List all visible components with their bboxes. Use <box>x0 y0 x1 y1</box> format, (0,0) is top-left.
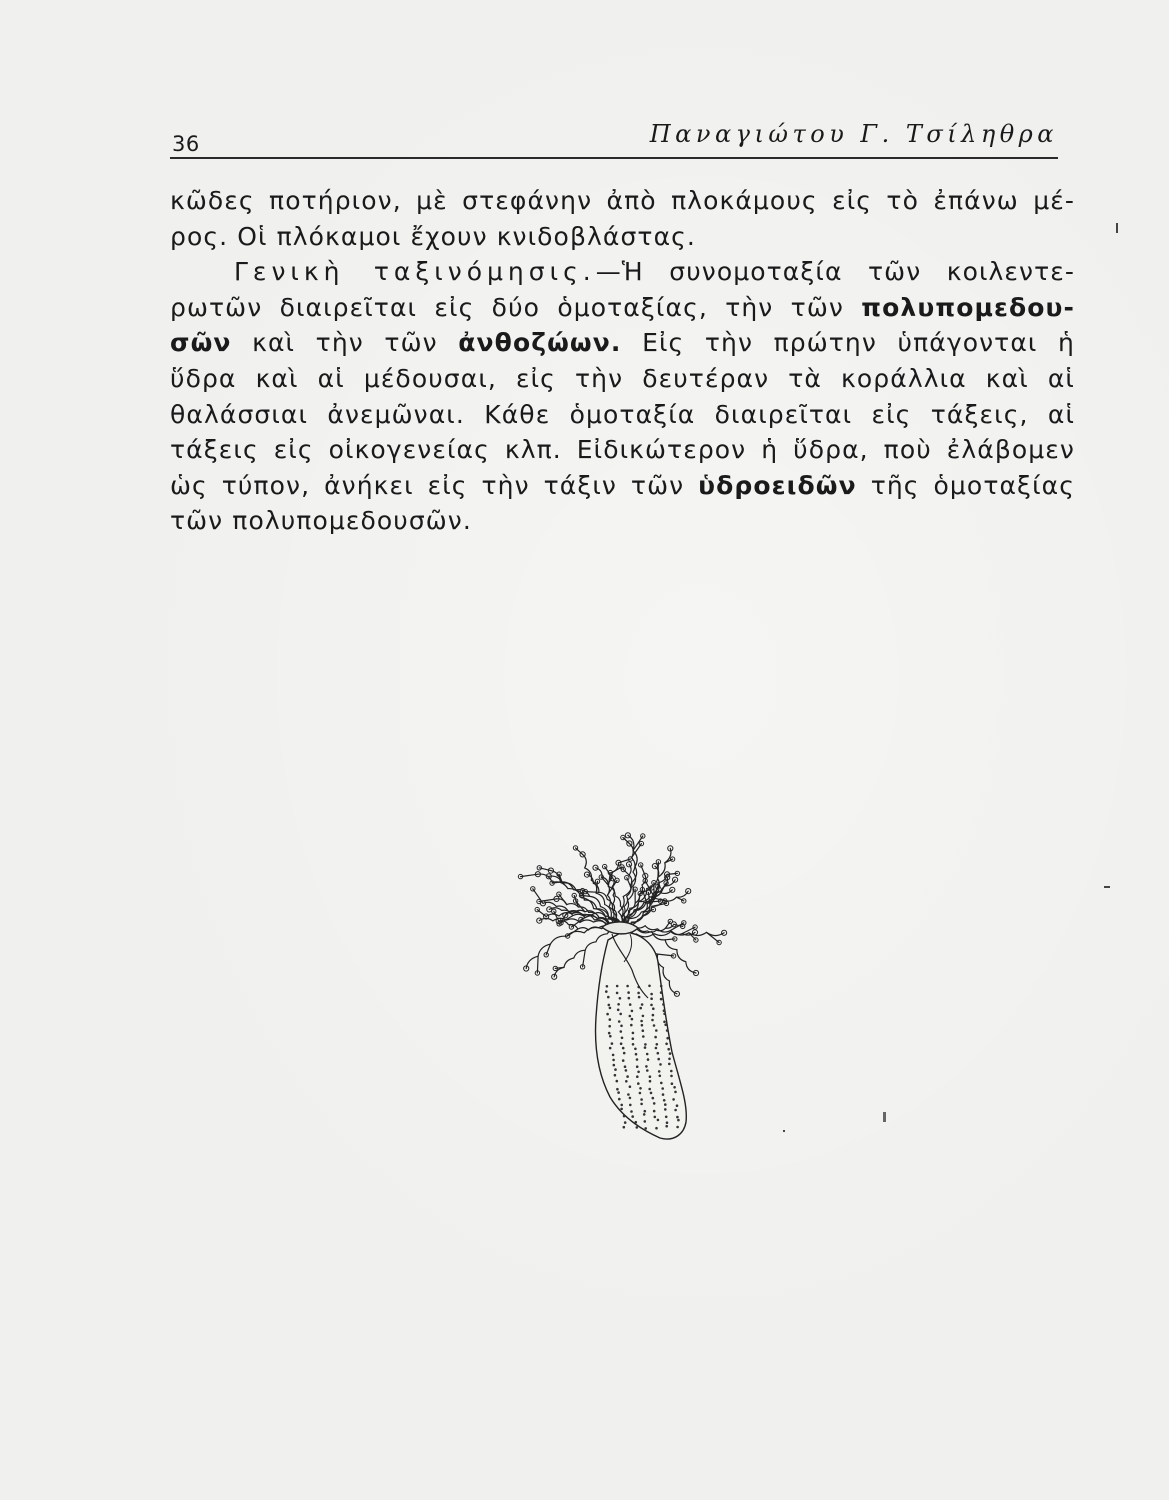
stipple-dot <box>624 1065 627 1068</box>
stipple-dot <box>621 1037 624 1040</box>
stipple-dot <box>644 1127 647 1130</box>
stipple-dot <box>663 1009 666 1012</box>
bold-term: σῶν <box>170 328 232 358</box>
stipple-dot <box>643 1113 646 1116</box>
stipple-dot <box>641 1003 644 1006</box>
text-span: —Ἡ συνομοταξία τῶν κοιλεντε- <box>595 257 1075 287</box>
stipple-dot <box>672 1098 675 1101</box>
text-span: Εἰς τὴν πρώτην ὑπάγονται ἡ <box>621 328 1076 358</box>
stipple-dot <box>666 1037 669 1040</box>
stipple-dot <box>620 1042 623 1045</box>
stipple-dot <box>611 1042 614 1045</box>
stipple-dot <box>668 1063 671 1066</box>
stipple-dot <box>638 996 641 999</box>
stipple-dot <box>662 1003 665 1006</box>
stipple-dot <box>631 1115 634 1118</box>
stipple-dot <box>617 1091 620 1094</box>
text-line: θαλάσσιαι ἀνεμῶναι. Κάθε ὁμοταξία διαιρεῖται εἰς τάξεις, αἱ <box>170 399 1075 429</box>
stipple-dot <box>631 1018 634 1021</box>
stipple-dot <box>619 997 622 1000</box>
stipple-dot <box>625 1069 628 1072</box>
header-rule <box>170 157 1058 159</box>
stipple-dot <box>645 1065 648 1068</box>
stipple-dot <box>616 992 619 995</box>
text-line <box>170 325 1075 361</box>
stipple-dot <box>651 1019 654 1022</box>
stipple-dot <box>657 1058 660 1061</box>
stipple-dot <box>657 1119 660 1122</box>
stipple-dot <box>647 1058 650 1061</box>
bold-term: ἀνθοζώων. <box>458 328 622 358</box>
stipple-dot <box>629 1085 632 1088</box>
stipple-dot <box>670 1075 673 1078</box>
stipple-dot <box>660 998 663 1001</box>
text-span: τῆς ὁμοταξίας <box>856 470 1075 500</box>
text-line: ρος. Οἱ πλόκαμοι ἔχουν κνιδοβλάστας. <box>170 221 696 251</box>
stipple-dot <box>666 1121 669 1124</box>
scan-speck <box>883 1112 886 1122</box>
stipple-dot <box>652 1007 655 1010</box>
stipple-dot <box>629 1015 632 1018</box>
stipple-dot <box>620 1108 623 1111</box>
stipple-dot <box>639 1087 642 1090</box>
stipple-dot <box>676 1104 679 1107</box>
stipple-dot <box>605 990 608 993</box>
stipple-dot <box>620 1030 623 1033</box>
page-number: 36 <box>172 132 200 156</box>
tentacle-branch <box>537 910 546 917</box>
stipple-dot <box>629 1097 632 1100</box>
text-line <box>170 468 1075 504</box>
stipple-dot <box>612 1059 615 1062</box>
stipple-dot <box>665 1116 668 1119</box>
stipple-dot <box>653 1024 656 1027</box>
stipple-dot <box>620 1025 623 1028</box>
page-header <box>170 112 1058 158</box>
stipple-dot <box>654 1036 657 1039</box>
stipple-dot <box>655 1127 658 1130</box>
stipple-dot <box>637 992 640 995</box>
stipple-dot <box>676 1126 679 1129</box>
text-line: κῶδες ποτήριον, μὲ στεφάνην ἀπὸ πλοκάμους εἰς τὸ ἐπάνω μέ- <box>170 186 1075 215</box>
stipple-dot <box>660 991 663 994</box>
stipple-dot <box>666 1029 669 1032</box>
stipple-dot <box>631 1010 634 1013</box>
stipple-dot <box>670 1070 673 1073</box>
stipple-dot <box>673 1086 676 1089</box>
stipple-dot <box>641 1024 644 1027</box>
stipple-dot <box>636 1058 639 1061</box>
stipple-dot <box>644 1110 647 1113</box>
hydra-mouth <box>602 922 638 934</box>
stipple-dot <box>637 1071 640 1074</box>
scan-speck <box>783 1130 785 1132</box>
stipple-dot <box>620 1104 623 1107</box>
stipple-dot <box>649 1075 652 1078</box>
stipple-dot <box>634 1048 637 1051</box>
stipple-dot <box>626 1075 629 1078</box>
stipple-dot <box>627 1093 630 1096</box>
stipple-dot <box>677 1119 680 1122</box>
stipple-dot <box>623 1126 626 1129</box>
stipple-dot <box>660 985 663 988</box>
scan-speck <box>1116 223 1118 233</box>
stipple-dot <box>607 996 610 999</box>
stipple-dot <box>653 1110 656 1113</box>
stipple-dot <box>659 1075 662 1078</box>
stipple-dot <box>644 1120 647 1123</box>
stipple-dot <box>608 1004 611 1007</box>
stipple-dot <box>648 985 651 988</box>
stipple-dot <box>646 1053 649 1056</box>
stipple-dot <box>630 1024 633 1027</box>
stipple-dot <box>656 1043 659 1046</box>
stipple-dot <box>665 1125 668 1128</box>
stipple-dot <box>613 1064 616 1067</box>
stipple-dot <box>642 1029 645 1032</box>
stipple-dot <box>627 991 630 994</box>
stipple-dot <box>639 1092 642 1095</box>
stipple-dot <box>655 1029 658 1032</box>
stipple-dot <box>612 1054 615 1057</box>
tentacle-branch <box>665 939 675 940</box>
stipple-dot <box>635 1053 638 1056</box>
stipple-dot <box>629 1003 632 1006</box>
stipple-dot <box>632 1037 635 1040</box>
tentacle-branch <box>623 838 630 844</box>
stipple-dot <box>653 1102 656 1105</box>
stipple-dot <box>616 1080 619 1083</box>
stipple-dot <box>616 1088 619 1091</box>
running-title: Παναγιώτου Γ. Τσίληθρα <box>649 120 1058 148</box>
stipple-dot <box>636 1126 639 1129</box>
stipple-dot <box>609 1035 612 1038</box>
stipple-dot <box>617 1003 620 1006</box>
stipple-dot <box>637 1082 640 1085</box>
stipple-dot <box>668 1058 671 1061</box>
stipple-dot <box>650 993 653 996</box>
stipple-dot <box>650 997 653 1000</box>
stipple-dot <box>623 1052 626 1055</box>
text-line: ὕδρα καὶ αἱ μέδουσαι, εἰς τὴν δευτέραν τὰ κοράλλια καὶ αἱ <box>170 363 1075 393</box>
text-span: ὡς τύπον, ἀνήκει εἰς τὴν τάξιν τῶν <box>170 470 699 500</box>
stipple-dot <box>614 1074 617 1077</box>
stipple-dot <box>662 1093 665 1096</box>
stipple-dot <box>630 1110 633 1113</box>
stipple-dot <box>640 1020 643 1023</box>
stipple-dot <box>619 1013 622 1016</box>
tentacle-branch <box>623 870 629 876</box>
stipple-dot <box>658 1070 661 1073</box>
stipple-dot <box>674 1091 677 1094</box>
stipple-dot <box>640 1103 643 1106</box>
stipple-dot <box>657 1052 660 1055</box>
stipple-dot <box>606 1013 609 1016</box>
stipple-dot <box>663 1021 666 1024</box>
bold-term: πολυπομεδου- <box>861 292 1075 322</box>
bold-term: ὑδροειδῶν <box>698 470 857 500</box>
stipple-dot <box>652 1014 655 1017</box>
text-line <box>170 254 1075 290</box>
stipple-dot <box>624 1121 627 1124</box>
stipple-dot <box>650 1092 653 1095</box>
stipple-dot <box>622 1047 625 1050</box>
stipple-dot <box>623 1115 626 1118</box>
stipple-dot <box>654 1116 657 1119</box>
stipple-dot <box>676 1116 679 1119</box>
stipple-dot <box>616 985 619 988</box>
stipple-dot <box>628 997 631 1000</box>
tentacle-branch <box>576 848 583 855</box>
stipple-dot <box>650 1004 653 1007</box>
stipple-dot <box>644 1043 647 1046</box>
stipple-dot <box>626 985 629 988</box>
stipple-dot <box>655 1047 658 1050</box>
stipple-dot <box>665 1043 668 1046</box>
stipple-dot <box>636 1065 639 1068</box>
stipple-dot <box>622 1059 625 1062</box>
stipple-dot <box>606 985 609 988</box>
stipple-dot <box>608 1025 611 1028</box>
stipple-dot <box>642 1035 645 1038</box>
stipple-dot <box>618 1098 621 1101</box>
stipple-dot <box>659 1063 662 1066</box>
stipple-dot <box>649 1080 652 1083</box>
body-paragraphs <box>170 183 1075 539</box>
stipple-dot <box>646 1069 649 1072</box>
stipple-dot <box>632 1043 635 1046</box>
scan-speck <box>1104 886 1110 888</box>
stipple-dot <box>664 1108 667 1111</box>
stipple-dot <box>636 1075 639 1078</box>
stipple-dot <box>625 1080 628 1083</box>
stipple-dot <box>664 1103 667 1106</box>
text-line: τάξεις εἰς οἰκογενείας κλπ. Εἰδικώτερον ἡ ὕδρα, ποὺ ἐλάβομεν <box>170 435 1075 465</box>
stipple-dot <box>642 1015 645 1018</box>
stipple-dot <box>608 1032 611 1035</box>
stipple-dot <box>640 1098 643 1101</box>
stipple-dot <box>667 1048 670 1051</box>
stipple-dot <box>671 1082 674 1085</box>
stipple-dot <box>674 1109 677 1112</box>
stipple-dot <box>663 1099 666 1102</box>
text-span: ρωτῶν διαιρεῖται εἰς δύο ὁμοταξίας, τὴν τῶν <box>170 292 862 322</box>
stipple-dot <box>652 1097 655 1100</box>
stipple-dot <box>617 1009 620 1012</box>
stipple-dot <box>663 1013 666 1016</box>
stipple-dot <box>609 1047 612 1050</box>
stipple-dot <box>609 1018 612 1021</box>
stipple-dot <box>664 1023 667 1026</box>
stipple-dot <box>629 1104 632 1107</box>
stipple-dot <box>644 1046 647 1049</box>
stipple-dot <box>648 1088 651 1091</box>
stipple-dot <box>639 1007 642 1010</box>
stipple-dot <box>632 1032 635 1035</box>
hydra-body <box>596 932 687 1139</box>
text-line: τῶν πολυπομεδουσῶν. <box>170 506 472 536</box>
text-span: καὶ τὴν τῶν <box>231 328 459 358</box>
section-heading: Γενικὴ ταξινόμησις. <box>234 257 596 287</box>
stipple-dot <box>609 1007 612 1010</box>
text-line <box>170 290 1075 326</box>
stipple-dot <box>660 1082 663 1085</box>
stipple-dot <box>661 1087 664 1090</box>
stipple-dot <box>614 1068 617 1071</box>
stipple-dot <box>669 1052 672 1055</box>
stipple-dot <box>635 1121 638 1124</box>
stipple-dot <box>618 1020 621 1023</box>
hydra-illustration <box>490 812 750 1212</box>
